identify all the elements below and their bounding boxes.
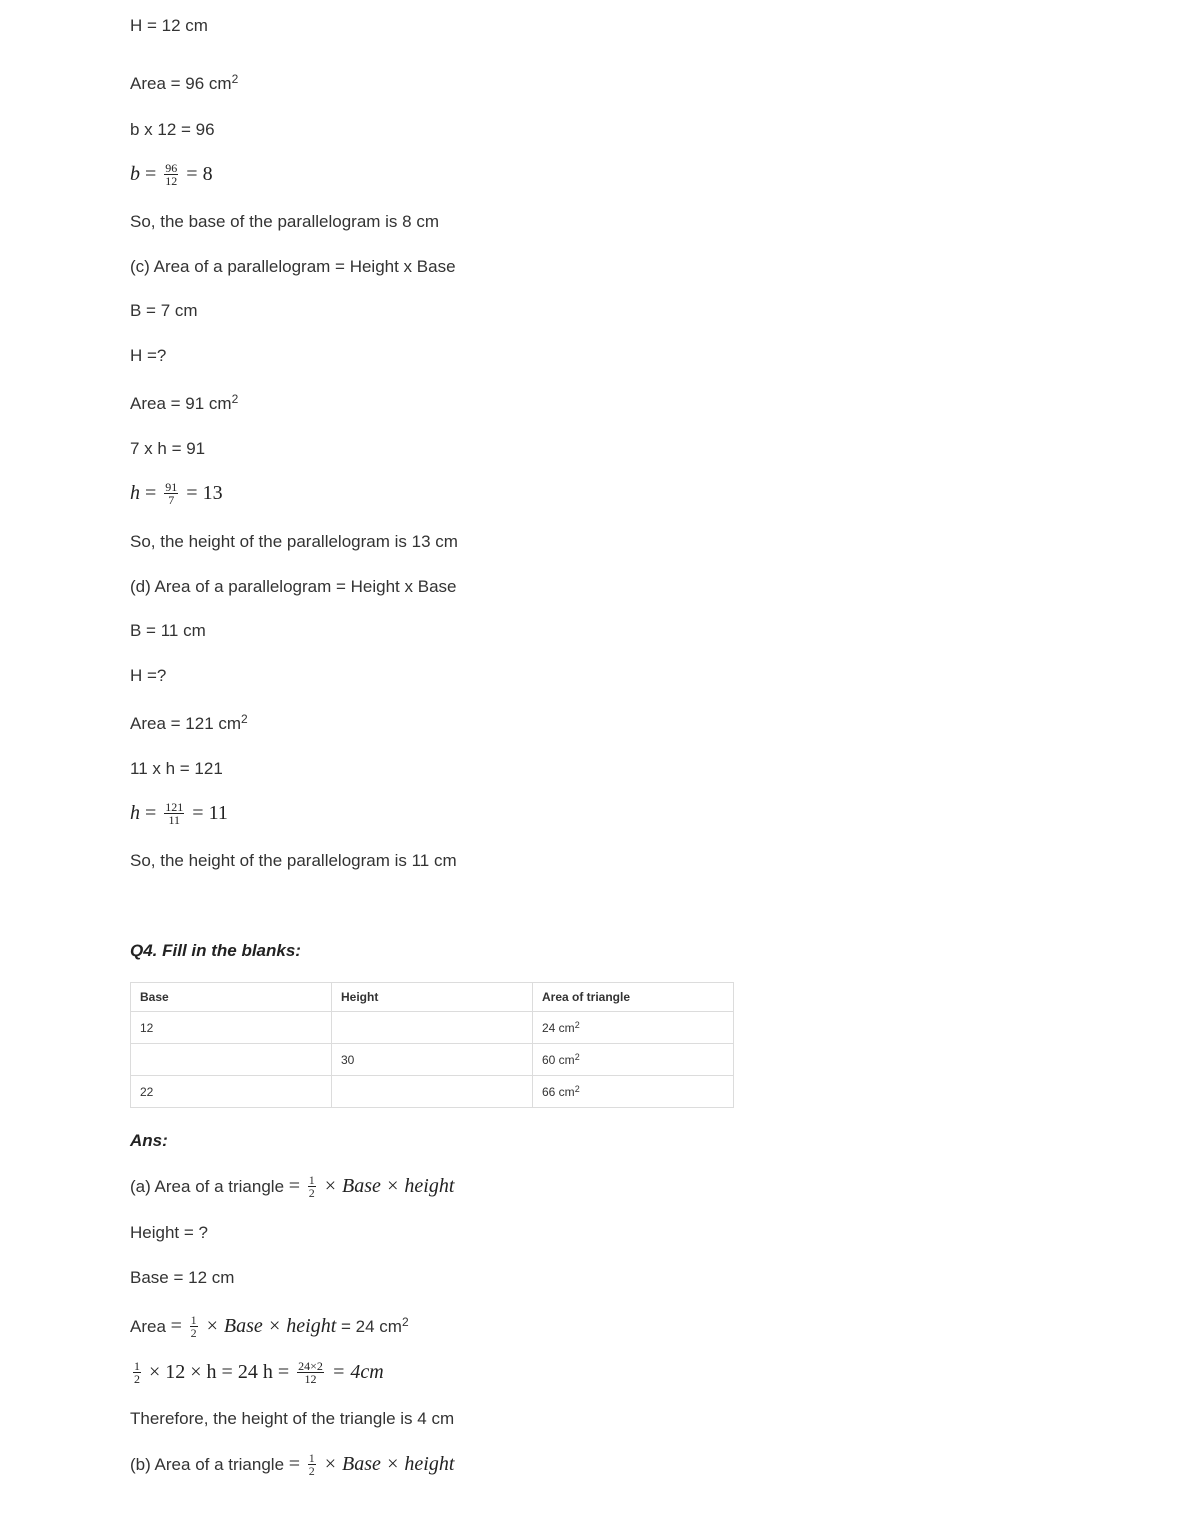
calc-fraction: $\frac{24\times 2}{12}$ bbox=[298, 1359, 323, 1386]
half-fraction: $\frac{1}{2}$ bbox=[134, 1359, 140, 1386]
answer-b-title: (b) Area of a triangle = $\frac{1}{2}$ × Base × height bbox=[130, 1451, 455, 1478]
half-fraction: $\frac{1}{2}$ bbox=[308, 1173, 315, 1200]
header-base: Base bbox=[131, 983, 332, 1012]
equation-d: 11 x h = 121 bbox=[130, 759, 223, 778]
half-fraction: $\frac{1}{2}$ bbox=[308, 1451, 315, 1478]
base-line-d: B = 11 cm bbox=[130, 621, 206, 640]
cell-height bbox=[332, 1076, 533, 1108]
conclusion-b: So, the base of the parallelogram is 8 cm bbox=[130, 212, 439, 231]
cell-area: 66 $cm^2$ bbox=[533, 1076, 734, 1108]
cell-base: 22 bbox=[131, 1076, 332, 1108]
area-line-c: Area = 91 $cm^2$ bbox=[130, 392, 239, 413]
area-line-b: Area = 96 $cm^2$ bbox=[130, 72, 239, 93]
table-row bbox=[131, 1012, 734, 1044]
header-height: Height bbox=[332, 983, 533, 1012]
cell-area: 24 $cm^2$ bbox=[533, 1012, 734, 1044]
cell-height bbox=[332, 1012, 533, 1044]
conclusion-d: So, the height of the parallelogram is 11 cm bbox=[130, 851, 457, 870]
cell-base: 12 bbox=[131, 1012, 332, 1044]
fill-blanks-table bbox=[130, 982, 734, 1108]
answer-a-area: Area = $\frac{1}{2}$ × Base × height = 24 $cm^2$ bbox=[130, 1313, 409, 1340]
table-row bbox=[131, 1044, 734, 1076]
answer-a-height: Height = ? bbox=[130, 1223, 208, 1242]
cut-off-line: H = 12 cm bbox=[130, 16, 208, 35]
conclusion-c: So, the height of the parallelogram is 13 cm bbox=[130, 532, 458, 551]
answer-a-base: Base = 12 cm bbox=[130, 1268, 235, 1287]
area-line-d: Area = 121 $cm^2$ bbox=[130, 712, 248, 733]
base-line-c: B = 7 cm bbox=[130, 301, 198, 320]
answer-a-calc: $\frac{1}{2}$ × 12 × h = 24 h = $\frac{24\times 2}{12}$ = 4cm bbox=[134, 1359, 384, 1386]
half-fraction: $\frac{1}{2}$ bbox=[190, 1313, 197, 1340]
answer-a-title: (a) Area of a triangle = $\frac{1}{2}$ × Base × height bbox=[130, 1173, 455, 1200]
table-row bbox=[131, 1076, 734, 1108]
height-line-d: H =? bbox=[130, 666, 167, 685]
cell-base bbox=[131, 1044, 332, 1076]
answer-label: Ans: bbox=[130, 1131, 168, 1150]
table-header-row bbox=[131, 983, 734, 1012]
cell-area: 60 $cm^2$ bbox=[533, 1044, 734, 1076]
equation-c: 7 x h = 91 bbox=[130, 439, 206, 458]
fraction-line-c: h = $\frac{91}{7}$ = 13 bbox=[130, 480, 223, 507]
answer-a-conclusion: Therefore, the height of the triangle is 4 cm bbox=[130, 1409, 455, 1428]
section-c-title: (c) Area of a parallelogram = Height x Base bbox=[130, 257, 456, 276]
section-d-title: (d) Area of a parallelogram = Height x Base bbox=[130, 577, 457, 596]
fraction: $\frac{96}{12}$ bbox=[165, 161, 178, 188]
cell-height: 30 bbox=[332, 1044, 533, 1076]
question-title: Q4. Fill in the blanks: bbox=[130, 941, 301, 960]
equation-b: b x 12 = 96 bbox=[130, 120, 215, 139]
fraction-line-d: h = $\frac{121}{11}$ = 11 bbox=[130, 800, 228, 827]
height-line-c: H =? bbox=[130, 346, 167, 365]
fraction: $\frac{91}{7}$ bbox=[165, 480, 178, 507]
header-area: Area of triangle bbox=[533, 983, 734, 1012]
fraction-line-b: b = $\frac{96}{12}$ = 8 bbox=[130, 161, 213, 188]
fraction: $\frac{121}{11}$ bbox=[165, 800, 184, 827]
